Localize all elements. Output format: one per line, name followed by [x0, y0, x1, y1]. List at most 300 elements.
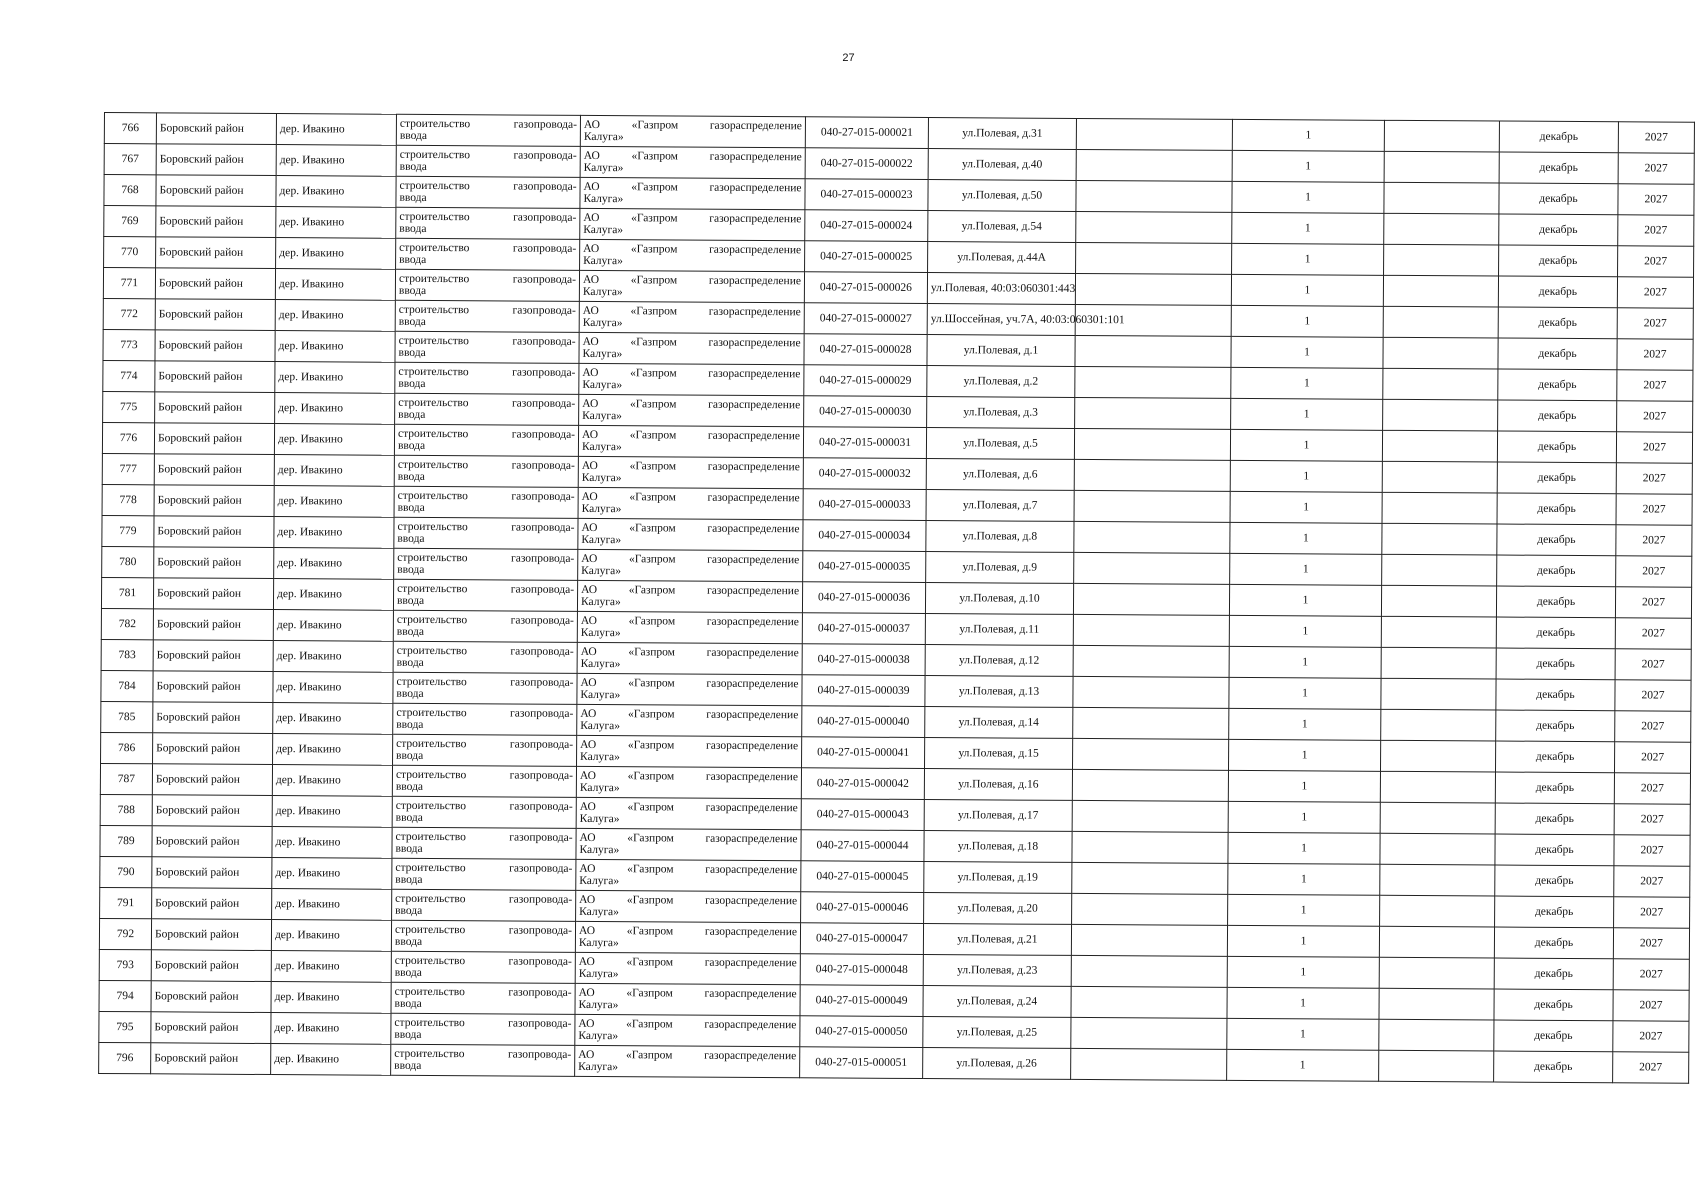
quantity-cell: 1	[1229, 646, 1381, 678]
locality-cell: дер. Ивакино	[274, 486, 394, 518]
district-cell: Боровский район	[152, 857, 272, 889]
district-cell: Боровский район	[152, 764, 272, 796]
district-cell: Боровский район	[154, 516, 274, 548]
object-code-cell: 040-27-015-000030	[804, 396, 927, 428]
work-type-line: строительство газопровода-	[397, 520, 575, 534]
empty-cell	[1073, 707, 1229, 739]
row-number: 773	[103, 329, 155, 360]
work-type-cell	[395, 300, 579, 332]
organization-line: АО «Газпром газораспределение	[580, 738, 799, 753]
object-code-cell: 040-27-015-000031	[803, 427, 926, 459]
locality-cell: дер. Ивакино	[272, 765, 392, 797]
organization-line: АО «Газпром газораспределение	[582, 335, 801, 350]
row-number: 778	[102, 484, 154, 515]
empty-cell	[1381, 585, 1496, 617]
organization-cell	[579, 332, 804, 364]
month-cell: декабрь	[1496, 586, 1615, 618]
address-cell: ул.Полевая, д.31	[928, 118, 1076, 150]
row-number: 784	[101, 670, 153, 701]
page-number: 27	[842, 52, 855, 64]
row-number: 772	[103, 298, 155, 329]
year-cell: 2027	[1614, 773, 1690, 804]
year-cell: 2027	[1617, 401, 1693, 432]
work-type-cell	[394, 455, 578, 487]
year-cell: 2027	[1615, 711, 1691, 742]
row-number: 783	[101, 639, 153, 670]
organization-cell	[575, 1014, 800, 1046]
empty-cell	[1076, 211, 1232, 243]
quantity-cell: 1	[1232, 243, 1384, 275]
address-cell: ул.Полевая, д.6	[926, 459, 1074, 491]
locality-cell: дер. Ивакино	[274, 455, 394, 487]
organization-line: АО «Газпром газораспределение	[579, 769, 798, 784]
organization-cell	[576, 797, 801, 829]
district-cell: Боровский район	[151, 950, 271, 982]
empty-cell	[1071, 1048, 1227, 1080]
locality-cell: дер. Ивакино	[275, 331, 395, 363]
row-number: 779	[102, 515, 154, 546]
locality-cell: дер. Ивакино	[273, 579, 393, 611]
locality-cell: дер. Ивакино	[274, 424, 394, 456]
year-cell: 2027	[1616, 463, 1692, 494]
year-cell: 2027	[1616, 525, 1692, 556]
quantity-cell: 1	[1228, 894, 1380, 926]
empty-cell	[1071, 986, 1227, 1018]
row-number: 792	[99, 918, 151, 949]
gasification-table	[98, 112, 1695, 1084]
month-cell: декабрь	[1495, 741, 1614, 773]
empty-cell	[1384, 120, 1499, 152]
organization-cell	[578, 487, 803, 519]
organization-line: Калуга»	[581, 471, 622, 485]
work-type-line: строительство газопровода-	[398, 334, 576, 348]
work-type-line: ввода	[394, 966, 422, 979]
object-code-cell: 040-27-015-000045	[801, 861, 924, 893]
organization-line: Калуга»	[579, 812, 620, 826]
empty-cell	[1075, 397, 1231, 429]
work-type-cell	[391, 982, 575, 1014]
district-cell: Боровский район	[156, 237, 276, 269]
organization-line: Калуга»	[580, 595, 621, 609]
work-type-line: строительство газопровода-	[396, 737, 574, 751]
work-type-cell	[396, 114, 580, 146]
work-type-line: ввода	[396, 687, 424, 700]
work-type-cell	[394, 517, 578, 549]
work-type-line: ввода	[397, 501, 425, 514]
address-cell: ул.Полевая, д.15	[925, 738, 1073, 770]
row-number: 791	[100, 887, 152, 918]
district-cell: Боровский район	[151, 1043, 271, 1075]
year-cell: 2027	[1616, 494, 1692, 525]
empty-cell	[1074, 490, 1230, 522]
organization-cell	[577, 580, 802, 612]
organization-line: АО «Газпром газораспределение	[583, 118, 802, 133]
quantity-cell: 1	[1230, 553, 1382, 585]
organization-cell	[580, 208, 805, 240]
district-cell: Боровский район	[154, 485, 274, 517]
empty-cell	[1383, 399, 1498, 431]
work-type-cell	[391, 1044, 575, 1076]
district-cell: Боровский район	[153, 671, 273, 703]
address-cell: ул.Полевая, д.2	[927, 366, 1075, 398]
empty-cell	[1380, 833, 1495, 865]
month-cell: декабрь	[1494, 1051, 1613, 1083]
work-type-line: строительство газопровода-	[398, 427, 576, 441]
empty-cell	[1384, 151, 1499, 183]
district-cell: Боровский район	[155, 268, 275, 300]
work-type-line: строительство газопровода-	[396, 613, 574, 627]
organization-line: АО «Газпром газораспределение	[583, 149, 802, 164]
month-cell: декабрь	[1494, 927, 1613, 959]
work-type-line: строительство газопровода-	[399, 179, 577, 193]
quantity-cell: 1	[1228, 739, 1380, 771]
work-type-line: ввода	[396, 749, 424, 762]
address-cell: ул.Полевая, д.3	[927, 397, 1075, 429]
locality-cell: дер. Ивакино	[275, 300, 395, 332]
object-code-cell: 040-27-015-000034	[803, 520, 926, 552]
empty-cell	[1379, 988, 1494, 1020]
address-cell: ул.Полевая, 40:03:060301:443	[927, 273, 1075, 305]
locality-cell: дер. Ивакино	[275, 362, 395, 394]
work-type-line: строительство газопровода-	[397, 489, 575, 503]
district-cell: Боровский район	[153, 733, 273, 765]
organization-line: АО «Газпром газораспределение	[578, 924, 798, 939]
organization-line: Калуга»	[583, 161, 624, 175]
month-cell: декабрь	[1496, 710, 1615, 742]
empty-cell	[1380, 771, 1495, 803]
organization-line: АО «Газпром газораспределение	[583, 180, 802, 195]
empty-cell	[1072, 800, 1228, 832]
quantity-cell: 1	[1230, 429, 1382, 461]
object-code-cell: 040-27-015-000033	[803, 489, 926, 521]
organization-cell	[576, 890, 801, 922]
organization-line: Калуга»	[580, 626, 621, 640]
object-code-cell: 040-27-015-000043	[801, 799, 924, 831]
work-type-line: строительство газопровода-	[399, 148, 577, 162]
empty-cell	[1076, 242, 1232, 274]
district-cell: Боровский район	[154, 423, 274, 455]
organization-line: Калуга»	[581, 564, 622, 578]
address-cell: ул.Полевая, д.40	[928, 149, 1076, 181]
work-type-line: строительство газопровода-	[395, 768, 573, 782]
empty-cell	[1074, 521, 1230, 553]
work-type-cell	[391, 920, 575, 952]
work-type-line: строительство газопровода-	[396, 706, 574, 720]
object-code-cell: 040-27-015-000046	[801, 892, 924, 924]
object-code-cell: 040-27-015-000050	[800, 1016, 923, 1048]
row-number: 774	[103, 360, 155, 391]
object-code-cell: 040-27-015-000027	[804, 303, 927, 335]
work-type-cell	[396, 238, 580, 270]
object-code-cell: 040-27-015-000047	[800, 923, 923, 955]
organization-line: Калуга»	[581, 440, 622, 454]
locality-cell: дер. Ивакино	[273, 703, 393, 735]
locality-cell: дер. Ивакино	[276, 207, 396, 239]
year-cell: 2027	[1615, 587, 1691, 618]
month-cell: декабрь	[1496, 617, 1615, 649]
work-type-line: ввода	[398, 315, 426, 328]
work-type-line: ввода	[399, 253, 427, 266]
quantity-cell: 1	[1232, 150, 1384, 182]
work-type-line: ввода	[399, 160, 427, 173]
locality-cell: дер. Ивакино	[276, 145, 396, 177]
year-cell: 2027	[1618, 122, 1694, 153]
locality-cell: дер. Ивакино	[276, 238, 396, 270]
organization-line: Калуга»	[583, 254, 623, 268]
year-cell: 2027	[1614, 897, 1690, 928]
quantity-cell: 1	[1228, 801, 1380, 833]
empty-cell	[1076, 118, 1232, 150]
work-type-cell	[393, 579, 577, 611]
empty-cell	[1381, 647, 1496, 679]
object-code-cell: 040-27-015-000042	[801, 768, 924, 800]
month-cell: декабрь	[1495, 834, 1614, 866]
empty-cell	[1072, 893, 1228, 925]
organization-line: АО «Газпром газораспределение	[580, 614, 799, 629]
organization-line: АО «Газпром газораспределение	[583, 211, 802, 226]
work-type-line: ввода	[397, 532, 425, 545]
organization-line: АО «Газпром газораспределение	[578, 1017, 797, 1032]
year-cell: 2027	[1616, 432, 1692, 463]
work-type-cell	[395, 269, 579, 301]
address-cell: ул.Полевая, д.20	[924, 893, 1072, 925]
row-number: 767	[104, 144, 156, 175]
work-type-line: строительство газопровода-	[399, 241, 577, 255]
organization-line: АО «Газпром газораспределение	[580, 676, 799, 691]
work-type-cell	[394, 486, 578, 518]
organization-line: АО «Газпром газораспределение	[579, 893, 798, 908]
work-type-line: строительство газопровода-	[396, 675, 574, 689]
work-type-cell	[393, 703, 577, 735]
locality-cell: дер. Ивакино	[275, 393, 395, 425]
year-cell: 2027	[1618, 246, 1694, 277]
locality-cell: дер. Ивакино	[271, 982, 391, 1014]
work-type-line: ввода	[396, 718, 424, 731]
organization-cell	[577, 642, 802, 674]
work-type-cell	[391, 951, 575, 983]
empty-cell	[1379, 926, 1494, 958]
address-cell: ул.Полевая, д.16	[924, 769, 1072, 801]
address-cell: ул.Полевая, д.54	[928, 211, 1076, 243]
row-number: 780	[102, 546, 154, 577]
work-type-line: строительство газопровода-	[394, 1047, 572, 1061]
address-cell: ул.Полевая, д.50	[928, 180, 1076, 212]
work-type-line: строительство газопровода-	[394, 923, 573, 937]
work-type-line: ввода	[398, 284, 427, 297]
address-cell: ул.Полевая, д.26	[923, 1048, 1071, 1080]
locality-cell: дер. Ивакино	[271, 1044, 391, 1076]
work-type-line: ввода	[398, 408, 426, 421]
empty-cell	[1072, 831, 1228, 863]
quantity-cell: 1	[1229, 615, 1381, 647]
address-cell: ул.Полевая, д.14	[925, 707, 1073, 739]
organization-cell	[580, 239, 805, 271]
year-cell: 2027	[1617, 308, 1693, 339]
work-type-line: ввода	[396, 625, 425, 638]
address-cell: ул.Полевая, д.10	[925, 583, 1073, 615]
district-cell: Боровский район	[151, 1012, 271, 1044]
address-cell: ул.Шоссейная, уч.7А, 40:03:060301:101	[927, 304, 1075, 336]
empty-cell	[1383, 275, 1498, 307]
organization-line: Калуга»	[583, 130, 624, 144]
quantity-cell: 1	[1230, 491, 1382, 523]
month-cell: декабрь	[1499, 152, 1618, 184]
organization-cell	[577, 704, 802, 736]
quantity-cell: 1	[1227, 956, 1379, 988]
district-cell: Боровский район	[152, 888, 272, 920]
row-number: 777	[102, 453, 154, 484]
quantity-cell: 1	[1231, 305, 1383, 337]
year-cell: 2027	[1613, 928, 1689, 959]
empty-cell	[1380, 802, 1495, 834]
object-code-cell: 040-27-015-000049	[800, 985, 923, 1017]
empty-cell	[1383, 368, 1498, 400]
work-type-line: строительство газопровода-	[399, 210, 577, 224]
month-cell: декабрь	[1498, 369, 1617, 401]
work-type-line: строительство газопровода-	[395, 861, 573, 875]
year-cell: 2027	[1618, 153, 1694, 184]
district-cell: Боровский район	[154, 547, 274, 579]
month-cell: декабрь	[1497, 524, 1616, 556]
row-number: 785	[101, 701, 153, 732]
organization-line: АО «Газпром газораспределение	[581, 521, 800, 536]
locality-cell: дер. Ивакино	[272, 858, 392, 890]
row-number: 788	[100, 794, 152, 825]
object-code-cell: 040-27-015-000036	[802, 582, 925, 614]
month-cell: декабрь	[1494, 1020, 1613, 1052]
work-type-cell	[394, 548, 578, 580]
work-type-line: ввода	[395, 904, 423, 917]
month-cell: декабрь	[1497, 493, 1616, 525]
year-cell: 2027	[1617, 277, 1693, 308]
quantity-cell: 1	[1229, 584, 1381, 616]
locality-cell: дер. Ивакино	[272, 827, 392, 859]
empty-cell	[1380, 864, 1495, 896]
year-cell: 2027	[1615, 618, 1691, 649]
month-cell: декабрь	[1498, 307, 1617, 339]
quantity-cell: 1	[1229, 677, 1381, 709]
quantity-cell: 1	[1230, 460, 1382, 492]
month-cell: декабрь	[1495, 896, 1614, 928]
object-code-cell: 040-27-015-000025	[805, 241, 928, 273]
work-type-line: строительство газопровода-	[398, 272, 577, 286]
work-type-cell	[391, 1013, 575, 1045]
object-code-cell: 040-27-015-000044	[801, 830, 924, 862]
empty-cell	[1074, 428, 1230, 460]
organization-cell	[575, 1045, 800, 1077]
work-type-cell	[393, 641, 577, 673]
month-cell: декабрь	[1499, 183, 1618, 215]
row-number: 787	[100, 763, 152, 794]
year-cell: 2027	[1614, 804, 1690, 835]
work-type-cell	[392, 889, 576, 921]
empty-cell	[1073, 645, 1229, 677]
quantity-cell: 1	[1231, 367, 1383, 399]
work-type-cell	[395, 331, 579, 363]
quantity-cell: 1	[1228, 832, 1380, 864]
year-cell: 2027	[1614, 742, 1690, 773]
month-cell: декабрь	[1499, 121, 1618, 153]
year-cell: 2027	[1618, 215, 1694, 246]
locality-cell: дер. Ивакино	[271, 920, 391, 952]
year-cell: 2027	[1616, 556, 1692, 587]
work-type-line: строительство газопровода-	[395, 830, 573, 844]
month-cell: декабрь	[1497, 462, 1616, 494]
month-cell: декабрь	[1496, 648, 1615, 680]
locality-cell: дер. Ивакино	[271, 951, 391, 983]
organization-cell	[578, 456, 803, 488]
district-cell: Боровский район	[156, 144, 276, 176]
organization-cell	[580, 146, 805, 178]
row-number: 770	[104, 237, 156, 268]
organization-cell	[579, 270, 804, 302]
organization-line: АО «Газпром газораспределение	[583, 242, 802, 257]
work-type-cell	[396, 207, 580, 239]
organization-cell	[580, 115, 805, 147]
row-number: 769	[104, 206, 156, 237]
empty-cell	[1384, 182, 1499, 214]
month-cell: декабрь	[1495, 803, 1614, 835]
work-type-cell	[393, 610, 577, 642]
work-type-line: ввода	[395, 780, 424, 793]
work-type-line: строительство газопровода-	[399, 117, 577, 131]
address-cell: ул.Полевая, д.17	[924, 800, 1072, 832]
year-cell: 2027	[1618, 184, 1694, 215]
empty-cell	[1380, 895, 1495, 927]
district-cell: Боровский район	[153, 640, 273, 672]
empty-cell	[1073, 738, 1229, 770]
work-type-line: строительство газопровода-	[396, 644, 574, 658]
object-code-cell: 040-27-015-000029	[804, 365, 927, 397]
organization-line: Калуга»	[581, 502, 622, 516]
quantity-cell: 1	[1230, 522, 1382, 554]
organization-line: АО «Газпром газораспределение	[579, 862, 798, 877]
work-type-line: ввода	[396, 594, 425, 607]
empty-cell	[1382, 554, 1497, 586]
month-cell: декабрь	[1499, 214, 1618, 246]
quantity-cell: 1	[1227, 987, 1379, 1019]
locality-cell: дер. Ивакино	[273, 610, 393, 642]
work-type-line: ввода	[399, 129, 428, 142]
empty-cell	[1384, 213, 1499, 245]
work-type-line: ввода	[396, 656, 424, 669]
object-code-cell: 040-27-015-000040	[802, 706, 925, 738]
organization-line: Калуга»	[581, 533, 622, 547]
row-number: 771	[103, 268, 155, 299]
district-cell: Боровский район	[153, 578, 273, 610]
month-cell: декабрь	[1498, 276, 1617, 308]
quantity-cell: 1	[1227, 1049, 1379, 1081]
empty-cell	[1074, 459, 1230, 491]
organization-line: Калуга»	[579, 781, 620, 795]
work-type-line: ввода	[399, 222, 427, 235]
organization-cell	[579, 394, 804, 426]
district-cell: Боровский район	[156, 113, 276, 145]
district-cell: Боровский район	[154, 454, 274, 486]
year-cell: 2027	[1617, 339, 1693, 370]
work-type-line: ввода	[394, 1028, 422, 1041]
organization-cell	[575, 983, 800, 1015]
object-code-cell: 040-27-015-000041	[802, 737, 925, 769]
locality-cell: дер. Ивакино	[271, 1013, 391, 1045]
work-type-line: строительство газопровода-	[394, 985, 572, 999]
organization-line: Калуга»	[580, 688, 621, 702]
object-code-cell: 040-27-015-000039	[802, 675, 925, 707]
locality-cell: дер. Ивакино	[275, 269, 395, 301]
month-cell: декабрь	[1497, 555, 1616, 587]
locality-cell: дер. Ивакино	[274, 548, 394, 580]
organization-cell	[580, 177, 805, 209]
